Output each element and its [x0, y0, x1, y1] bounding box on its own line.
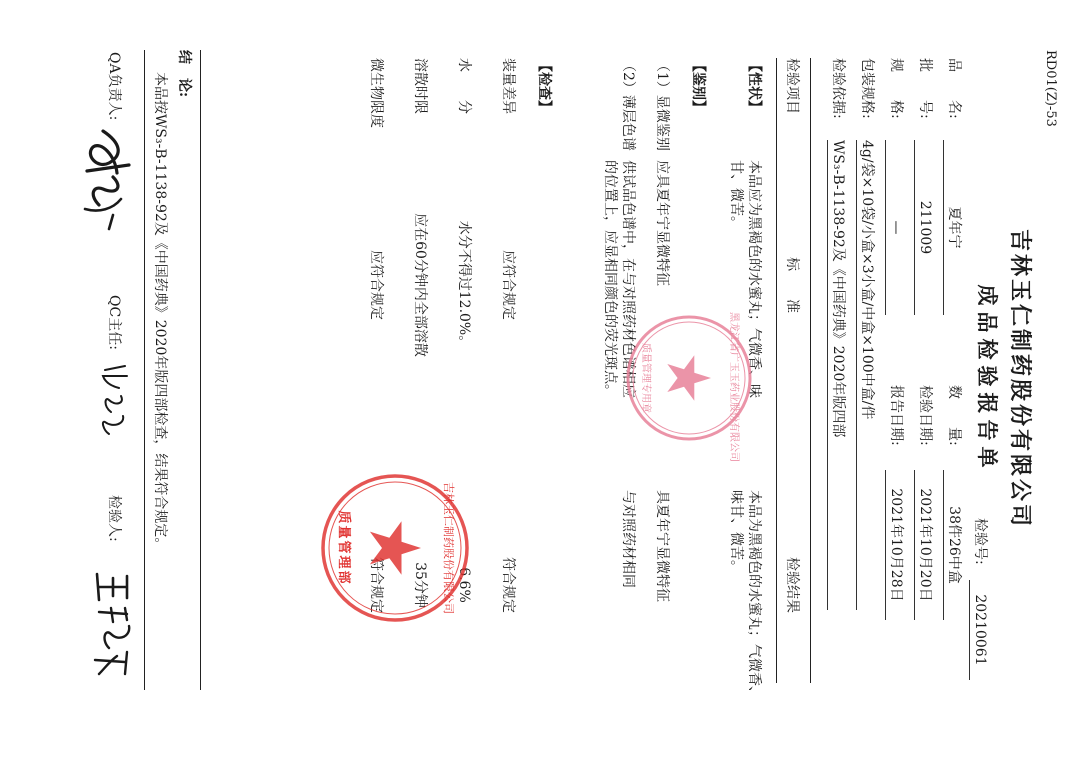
report-no-value: 20210061 — [972, 594, 988, 666]
report-no-label: 检验号: — [972, 518, 988, 565]
inspector-label: 检验人: — [106, 495, 122, 542]
batch-value: 211009 — [917, 200, 933, 255]
batch-underline — [914, 140, 915, 315]
col-header-item: 检验项目 — [784, 58, 800, 114]
package-label: 包装规格: — [859, 58, 875, 119]
exam-result-2: 6.6% — [456, 567, 472, 603]
spec-underline — [885, 140, 886, 315]
basis-value: WS₃-B-1138-92及《中国药典》2020年版四部 — [830, 140, 846, 438]
identification-item-2: （2）薄层色谱 — [620, 58, 636, 151]
form-code: RD01(Z)-53 — [1043, 50, 1058, 127]
quantity-underline — [943, 470, 944, 620]
exam-item-3: 溶散时限 — [412, 58, 428, 114]
red-seal-top-text: 吉林玉仁制药股份有限公司 — [442, 482, 455, 614]
qc-signature — [95, 362, 135, 442]
col-header-standard: 标 准 — [784, 257, 800, 313]
company-name: 吉林玉仁制药股份有限公司 — [1007, 228, 1033, 529]
pink-seal-bottom-text: 质量管理专用章 — [640, 343, 651, 413]
package-underline — [856, 140, 857, 610]
identification-result-1: 具夏年宁显微特征 — [654, 490, 670, 602]
identification-standard-1: 应具夏年宁显微特征 — [654, 160, 670, 286]
identification-result-2: 与对照药材相同 — [620, 490, 636, 588]
report-no-underline — [969, 580, 970, 680]
exam-standard-2: 水分不得过12.0%。 — [456, 220, 472, 350]
qa-signature — [73, 125, 143, 235]
exam-standard-4: 应符合规定 — [368, 250, 384, 320]
pink-seal-top-text: 黑龙江省广玉玉药业股份有限公司 — [728, 312, 739, 462]
package-value: 4g/袋×10袋/小盒×3小盒/中盒×100中盒/件 — [859, 140, 875, 420]
qa-label: QA负责人: — [106, 52, 122, 121]
exam-item-2: 水 分 — [456, 58, 472, 114]
inspector-signature — [89, 570, 139, 680]
report-date-label: 报告日期: — [888, 385, 904, 446]
exam-standard-3: 应在60分钟内全部溶散 — [412, 213, 428, 357]
conclusion-label: 结 论: — [176, 50, 192, 98]
quantity-label: 数 量: — [946, 385, 962, 446]
conclusion-text: 本品按WS₃-B-1138-92及《中国药典》2020年版四部检查，结果符合规定。 — [152, 72, 168, 552]
properties-standard: 本品应为黑褐色的水蜜丸；气微香、味甘、微苦。 — [728, 160, 762, 398]
exam-result-3: 35分钟 — [412, 562, 428, 608]
product-name-label: 品 名: — [946, 58, 962, 119]
section-identification: 【鉴别】 — [690, 58, 706, 114]
pink-seal — [623, 312, 755, 462]
product-name: 夏年宁 — [946, 206, 962, 249]
spec-value: — — [888, 220, 904, 235]
exam-standard-1: 应符合规定 — [500, 250, 516, 320]
section-properties: 【性状】 — [746, 58, 762, 114]
basis-label: 检验依据: — [830, 58, 846, 119]
exam-result-1: 符合规定 — [500, 557, 516, 613]
col-header-result: 检验结果 — [784, 557, 800, 613]
test-date-underline — [914, 470, 915, 620]
conclusion-top-rule — [200, 50, 201, 690]
quantity-value: 38件26中盒 — [946, 506, 962, 584]
test-date-label: 检验日期: — [917, 385, 933, 446]
exam-item-4: 微生物限度 — [368, 58, 384, 128]
batch-label: 批 号: — [917, 58, 933, 119]
properties-result: 本品为黑褐色的水蜜丸；气微香、味甘、微苦。 — [728, 490, 762, 700]
qc-label: QC主任: — [106, 295, 122, 350]
product-name-underline — [943, 140, 944, 315]
red-seal-bottom-text: 质量管理部 — [336, 510, 351, 586]
test-date-value: 2021年10月20日 — [917, 488, 933, 602]
identification-item-1: （1）显微鉴别 — [654, 58, 670, 151]
report-title: 成品检验报告单 — [975, 284, 1000, 474]
section-examination: 【检查】 — [536, 58, 552, 114]
red-company-seal — [317, 470, 473, 626]
spec-label: 规 格: — [888, 58, 904, 119]
report-date-value: 2021年10月28日 — [888, 488, 904, 602]
table-top-rule — [810, 58, 811, 683]
report-date-underline — [885, 470, 886, 620]
exam-item-1: 装量差异 — [500, 58, 516, 114]
basis-underline — [827, 140, 828, 610]
exam-result-4: 符合规定 — [368, 557, 384, 613]
conclusion-bottom-rule — [144, 50, 145, 690]
table-header-rule — [776, 58, 777, 683]
identification-standard-2: 供试品色谱中，在与对照药材色谱相应的位置上，应显相同颜色的荧光斑点。 — [602, 160, 636, 398]
